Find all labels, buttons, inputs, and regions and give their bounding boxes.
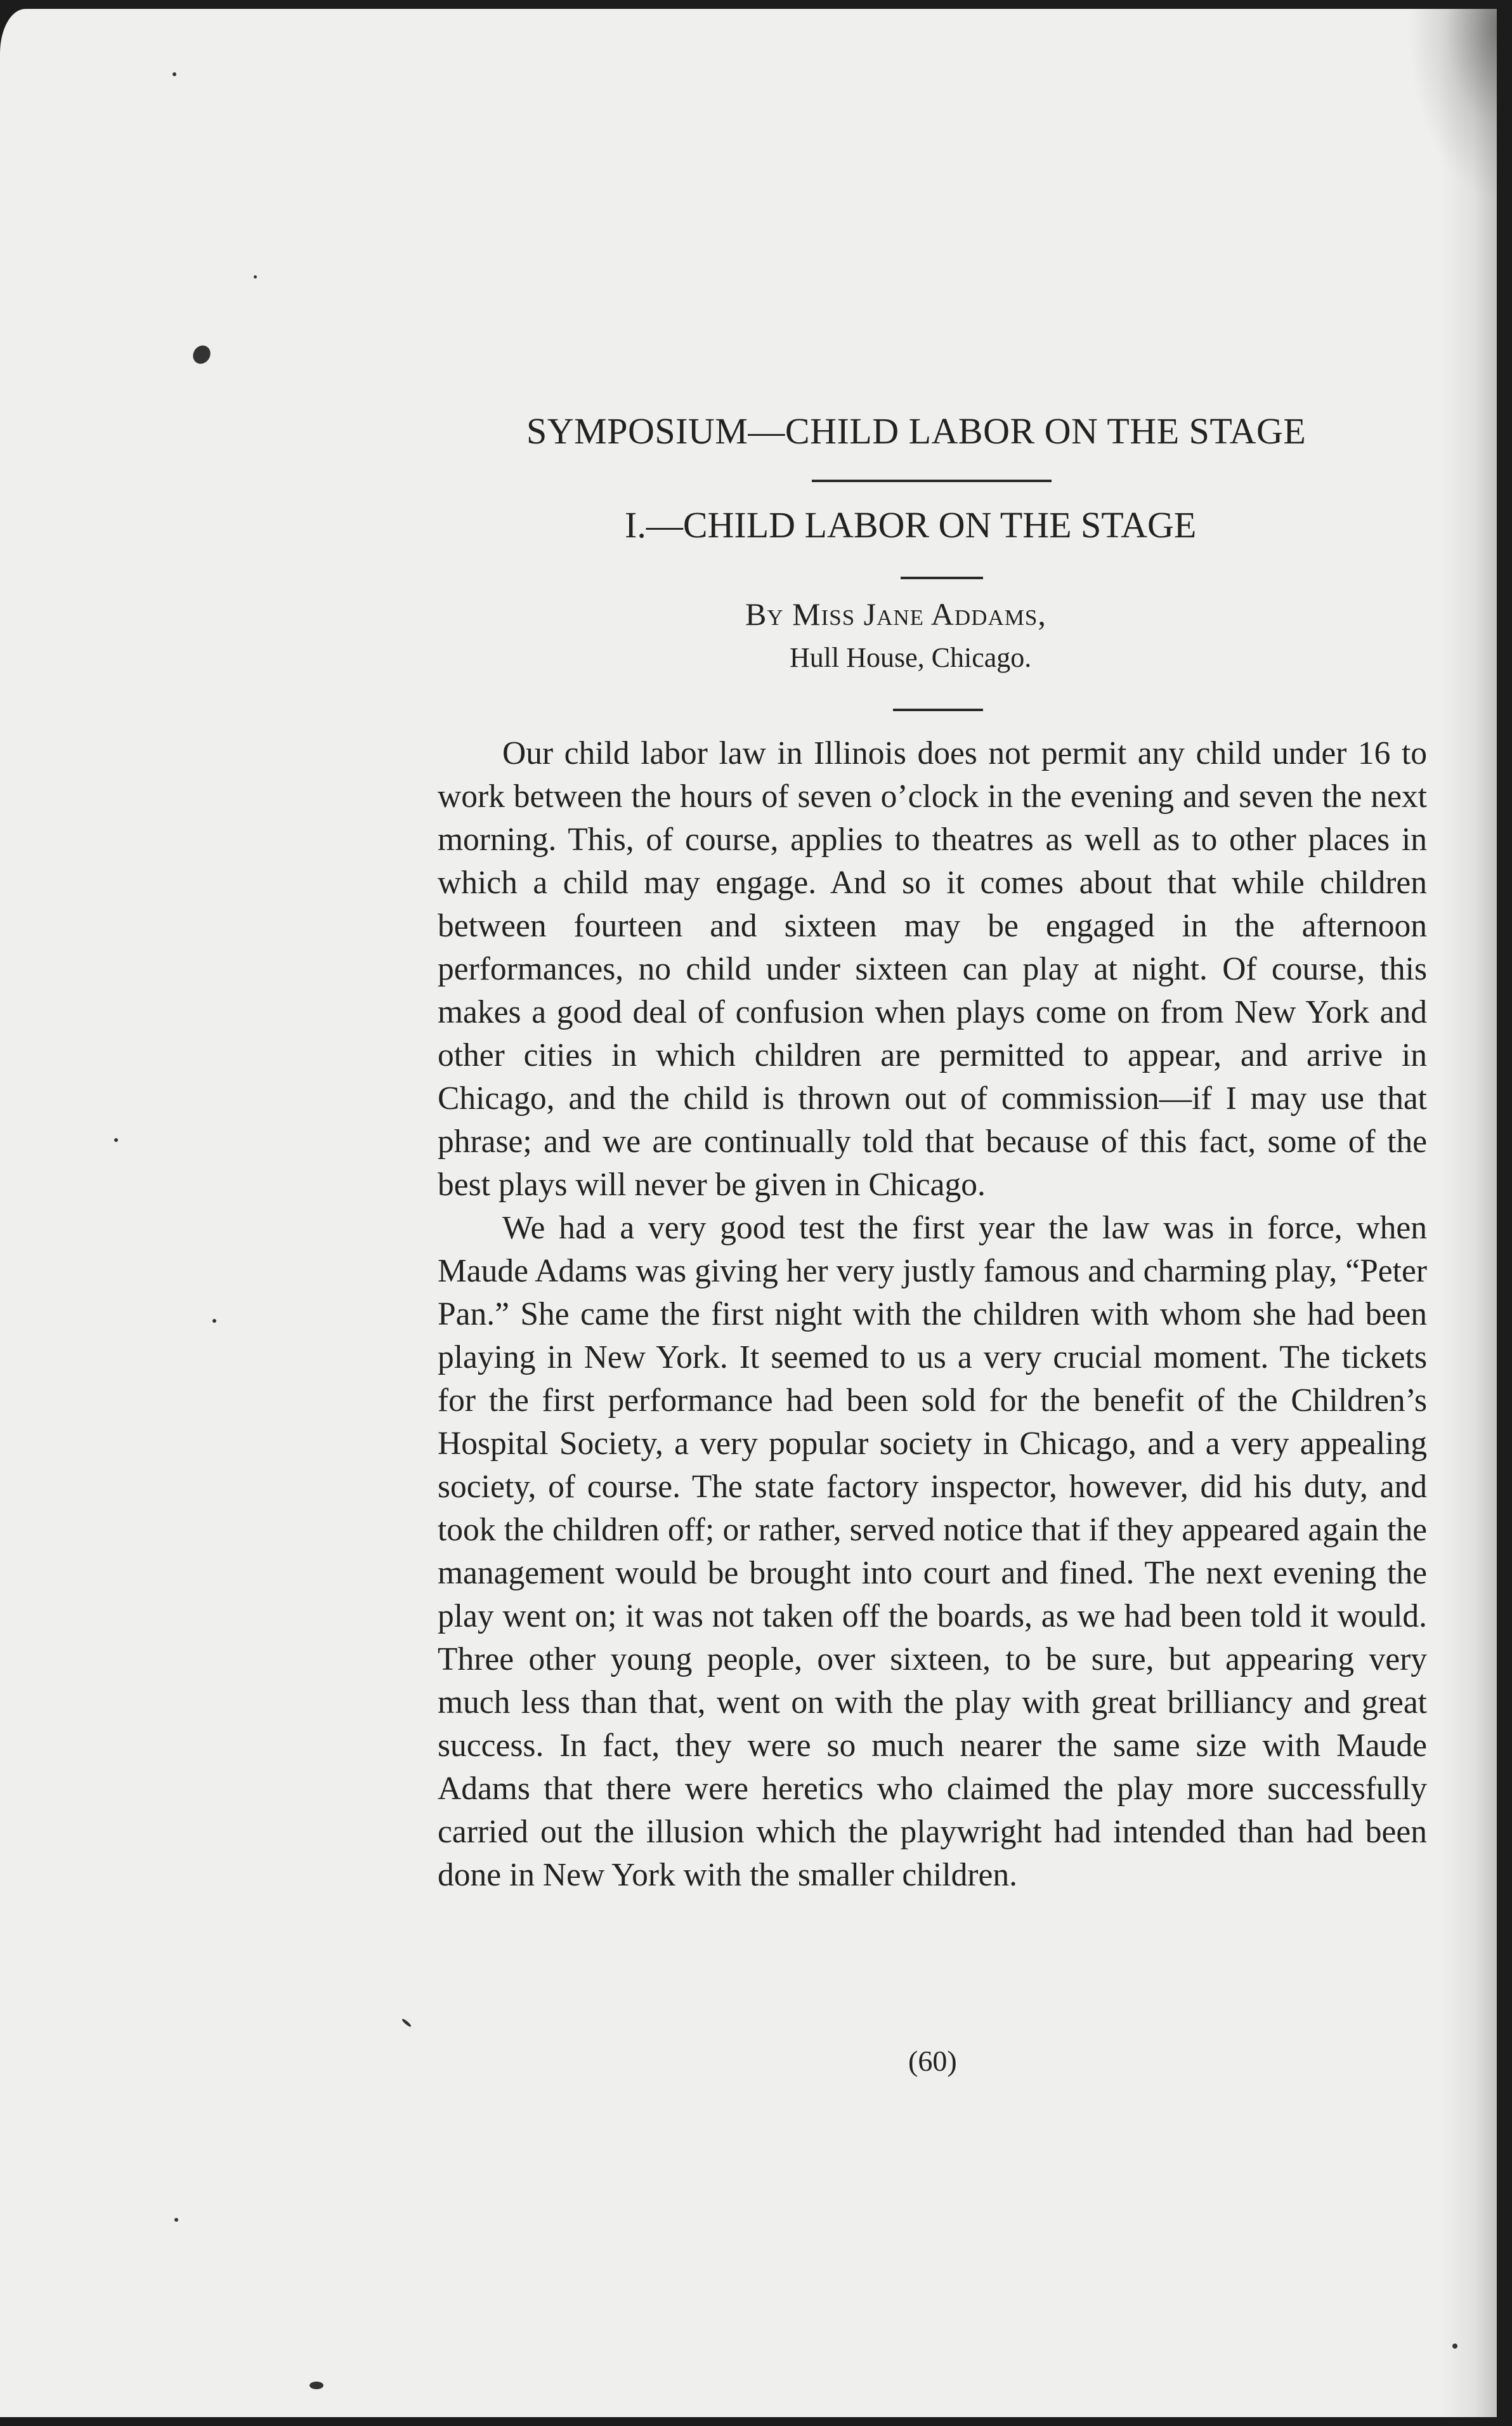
- ink-speck: [114, 1138, 118, 1142]
- subtitle-rule: [901, 577, 983, 579]
- ink-speck: [254, 275, 257, 279]
- ink-speck: [310, 2382, 323, 2389]
- scanned-page: [0, 9, 1497, 2417]
- paragraph: Our child labor law in Illinois does not permit any child under 16 to work between the hours of seven o’clock in the evening and seven the next morning. This, of course, applies to theatres as well as to other places in which a child may engage. And so it comes about that while children between fourteen and sixteen may be engaged in the afternoon performances, no child under sixteen can play at night. Of course, this makes a good deal of confusion when plays come on from New York and other cities in which children are permitted to appear, and arrive in Chicago, and the child is thrown out of commission—if I may use that phrase; and we are continually told that because of this fact, some of the best plays will never be given in Chicago.: [438, 735, 1427, 1203]
- ink-speck: [173, 72, 176, 76]
- byline-rule: [893, 709, 983, 711]
- page-edge-shadow: [1440, 9, 1497, 2417]
- page-number: (60): [908, 2045, 957, 2077]
- author-byline: By Miss Jane Addams,: [745, 596, 1046, 632]
- title-rule: [812, 480, 1052, 482]
- article-subtitle: I.—CHILD LABOR ON THE STAGE: [625, 504, 1197, 546]
- article-body: [438, 732, 1427, 1897]
- author-affiliation: Hull House, Chicago.: [790, 642, 1032, 673]
- ink-speck: [401, 2018, 412, 2028]
- ink-speck: [174, 2218, 178, 2222]
- ink-speck: [212, 1319, 216, 1323]
- corner-smudge: [1408, 9, 1497, 199]
- ink-speck: [1452, 2344, 1457, 2349]
- paragraph: We had a very good test the first year the law was in force, when Maude Adams was giving her very justly famous and charming play, “Peter Pan.” She came the first night with the children with whom she had been playing in New York. It seemed to us a very crucial moment. The tickets for the first performance had been sold for the benefit of the Children’s Hospital Society, a very popular society in Chicago, and a very appealing society, of course. The state factory inspector, however, did his duty, and took the children off; or rather, served notice that if they appeared again the management would be brought into court and fined. The next evening the play went on; it was not taken off the boards, as we had been told it would. Three other young people, over sixteen, to be sure, but appearing very much less than that, went on with the play with great brilliancy and great success. In fact, they were so much nearer the same size with Maude Adams that there were heretics who claimed the play more successfully carried out the illusion which the playwright had intended than had been done in New York with the smaller children.: [438, 1210, 1427, 1893]
- ink-speck: [190, 342, 214, 367]
- article-title: SYMPOSIUM—CHILD LABOR ON THE STAGE: [526, 410, 1307, 452]
